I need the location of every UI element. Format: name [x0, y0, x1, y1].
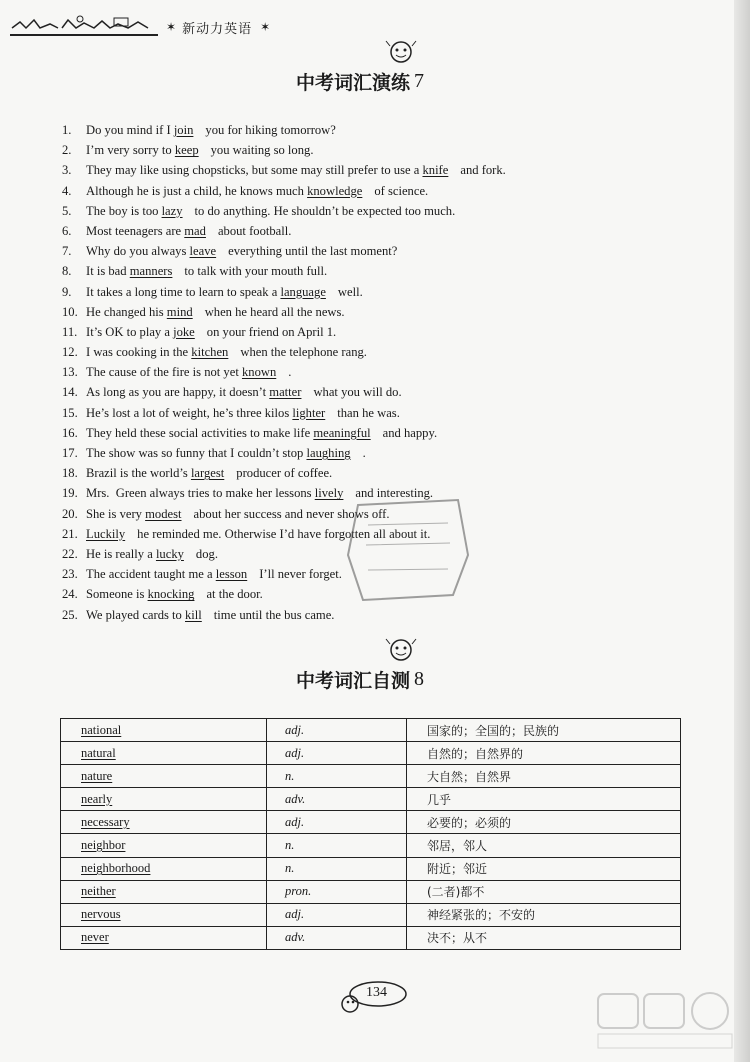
exercise-item: [62, 201, 702, 221]
exercise-number: 23.: [62, 567, 78, 582]
vocab-word: national: [81, 722, 122, 737]
part-of-speech: adj.: [267, 719, 407, 742]
exercise-answer: join: [173, 123, 194, 137]
word-cell: [61, 788, 267, 811]
exercise-answer: matter: [269, 385, 302, 400]
vocab-word: neighborhood: [81, 861, 151, 876]
exercise-text-after: when the telephone rang.: [240, 345, 367, 360]
exercise-number: 2.: [62, 143, 72, 158]
exercise-number: 19.: [62, 486, 78, 501]
exercise-answer: knife: [422, 163, 449, 178]
exercise-number: 3.: [62, 163, 72, 178]
exercise-answer: mad: [184, 223, 206, 238]
word-cell: [61, 903, 267, 926]
exercise-item: [62, 463, 702, 483]
page-header: [10, 14, 310, 40]
exercise-number: 7.: [62, 244, 72, 259]
exercise-text-before: The boy is too: [86, 203, 162, 218]
part-of-speech: n.: [267, 834, 407, 857]
exercise-number: 21.: [62, 526, 78, 541]
exercise-item: [62, 403, 702, 423]
word-cell: [61, 719, 267, 742]
vocab-word: never: [81, 930, 109, 945]
exercise-item: [62, 120, 702, 140]
chinese-meaning: 邻居，邻人: [407, 834, 681, 857]
vocab-word: nervous: [81, 907, 121, 922]
chinese-meaning: 决不；从不: [407, 926, 681, 949]
exercise-text-after: well.: [337, 284, 363, 299]
exercise-number: 18.: [62, 466, 78, 481]
section-number: 8: [414, 668, 425, 690]
vocab-word: neighbor: [81, 838, 126, 853]
part-of-speech: n.: [267, 857, 407, 880]
exercise-text-before: Brazil is the world’s: [86, 466, 191, 481]
part-of-speech: adj.: [267, 742, 407, 765]
exercise-item: [62, 221, 702, 241]
word-cell: [61, 811, 267, 834]
exercise-answer: kill: [185, 607, 202, 622]
exercise-item: [62, 362, 702, 382]
exercise-item: [62, 140, 702, 160]
exercise-answer: kitchen: [191, 345, 229, 360]
word-cell: [61, 880, 267, 903]
watermark-logo-icon: [596, 990, 736, 1054]
exercise-item: [62, 160, 702, 180]
exercise-number: 11.: [62, 324, 78, 339]
exercise-text-after: dog.: [195, 546, 218, 561]
homework-stamp-icon: [338, 495, 478, 605]
exercise-number: 9.: [62, 284, 72, 299]
exercise-answer: lucky: [155, 546, 184, 561]
exercise-text-before: Why do you always: [86, 244, 190, 259]
word-cell: [61, 765, 267, 788]
chinese-meaning: 几乎: [407, 788, 681, 811]
exercise-item: [62, 302, 702, 322]
part-of-speech: adj.: [267, 811, 407, 834]
exercise-text-after: and interesting.: [355, 486, 434, 501]
exercise-text-before: It takes a long time to learn to speak a: [86, 284, 281, 299]
exercise-answer: laughing: [306, 446, 351, 460]
exercise-number: 10.: [62, 304, 78, 319]
exercise-number: 14.: [62, 385, 78, 400]
vocab-word: nature: [81, 768, 113, 783]
word-cell: [61, 857, 267, 880]
chinese-meaning: 国家的；全国的；民族的: [407, 719, 681, 742]
star-icon: ✶: [260, 20, 271, 34]
series-title: 新动力英语: [182, 21, 253, 37]
exercise-number: 15.: [62, 405, 78, 420]
exercise-item: [62, 241, 702, 261]
exercise-answer: joke: [173, 324, 195, 339]
exercise-item: [62, 443, 702, 463]
exercise-text-after: and happy.: [382, 425, 438, 440]
section-number: 7: [414, 70, 425, 92]
exercise-text-before: We played cards to: [86, 607, 185, 622]
chinese-meaning: 大自然；自然界: [407, 765, 681, 788]
table-row: [61, 857, 681, 880]
exercise-item: [62, 261, 702, 281]
exercise-item: [62, 282, 702, 302]
star-icon: ✶: [166, 20, 177, 34]
exercise-answer: lively: [314, 486, 344, 501]
exercise-text-before: He changed his: [86, 304, 167, 319]
exercise-number: 17.: [62, 446, 78, 460]
exercise-number: 24.: [62, 587, 78, 602]
exercise-text-before: The show was so funny that I couldn’t stop: [86, 446, 307, 460]
table-row: [61, 788, 681, 811]
exercise-number: 20.: [62, 506, 78, 521]
word-cell: [61, 834, 267, 857]
exercise-text-after: what you will do.: [313, 385, 402, 400]
exercise-text-before: She is very: [86, 506, 146, 521]
vocab-word: neither: [81, 884, 116, 899]
exercise-text-before: It is bad: [86, 264, 130, 279]
part-of-speech: pron.: [267, 880, 407, 903]
table-row: [61, 811, 681, 834]
exercise-text-after: and fork.: [460, 163, 506, 178]
page-number: 134: [366, 985, 387, 1000]
exercise-text-after: than he was.: [337, 405, 400, 420]
exercise-text-after: he reminded me. Otherwise I’d have forgotten all about it.: [137, 526, 431, 541]
exercise-answer: modest: [145, 506, 182, 521]
chinese-meaning: 附近；邻近: [407, 857, 681, 880]
exercise-text-before: As long as you are happy, it doesn’t: [86, 385, 270, 400]
exercise-text-before: He’s lost a lot of weight, he’s three kilos: [86, 405, 293, 420]
exercise-number: 4.: [62, 183, 72, 198]
exercise-number: 13.: [62, 365, 78, 380]
exercise-text-after: to do anything. He shouldn’t be expected too much.: [194, 203, 456, 218]
exercise-answer: mind: [166, 304, 193, 319]
header-decoration-strip: [10, 18, 158, 36]
exercise-answer: leave: [189, 244, 217, 259]
exercise-text-after: you waiting so long.: [210, 143, 314, 158]
mascot-icon: [384, 38, 418, 68]
exercise-answer: lazy: [161, 203, 183, 218]
chinese-meaning: 神经紧张的；不安的: [407, 903, 681, 926]
exercise-text-before: It’s OK to play a: [86, 324, 174, 339]
exercise-text-before: Someone is: [86, 587, 148, 602]
table-row: [61, 834, 681, 857]
table-row: [61, 719, 681, 742]
exercise-text-before: I was cooking in the: [86, 345, 192, 360]
chinese-meaning: 自然的；自然界的: [407, 742, 681, 765]
vocab-word: necessary: [81, 814, 130, 829]
part-of-speech: adv.: [267, 788, 407, 811]
exercise-text-before: They held these social activities to make life: [86, 425, 314, 440]
exercise-number: 8.: [62, 264, 72, 279]
exercise-text-before: He is really a: [86, 546, 156, 561]
exercise-item: [62, 181, 702, 201]
exercise-text-after: on your friend on April 1.: [206, 324, 337, 339]
exercise-text-after: producer of coffee.: [236, 466, 333, 481]
exercise-item: [62, 382, 702, 402]
exercise-text-after: when he heard all the news.: [204, 304, 345, 319]
vocab-word: natural: [81, 745, 116, 760]
exercise-number: 6.: [62, 223, 72, 238]
section-title-8: [296, 666, 424, 693]
exercise-text-before: Mrs. Green always tries to make her lessons: [86, 486, 315, 501]
exercise-text-after: .: [288, 365, 292, 380]
exercise-answer: knocking: [147, 587, 195, 602]
exercise-answer: meaningful: [313, 425, 371, 440]
word-cell: [61, 742, 267, 765]
table-row: [61, 765, 681, 788]
exercise-text-after: at the door.: [206, 587, 263, 602]
exercise-text-before: The accident taught me a: [86, 567, 216, 582]
exercise-number: 25.: [62, 607, 78, 622]
section-title-text: 中考词汇自测: [296, 670, 411, 692]
exercise-number: 12.: [62, 345, 78, 360]
exercise-text-after: everything until the last moment?: [228, 244, 398, 259]
exercise-text-after: time until the bus came.: [213, 607, 335, 622]
exercise-text-after: about her success and never shows off.: [193, 506, 390, 521]
exercise-answer: lighter: [292, 405, 326, 420]
exercise-item: [62, 605, 702, 625]
exercise-text-before: Although he is just a child, he knows much: [86, 183, 308, 198]
exercise-item: [62, 342, 702, 362]
exercise-answer: lesson: [215, 567, 248, 582]
header-doodle-icon: [10, 14, 158, 34]
exercise-answer: language: [280, 284, 326, 299]
table-row: [61, 926, 681, 949]
exercise-number: 1.: [62, 123, 72, 137]
exercise-text-after: to talk with your mouth full.: [184, 264, 328, 279]
exercise-number: 22.: [62, 546, 78, 561]
exercise-text-after: you for hiking tomorrow?: [205, 123, 336, 137]
exercise-text-before: I’m very sorry to: [86, 143, 175, 158]
section-title-text: 中考词汇演练: [296, 72, 411, 94]
exercise-text-before: Most teenagers are: [86, 223, 185, 238]
part-of-speech: adv.: [267, 926, 407, 949]
exercise-item: [62, 322, 702, 342]
vocabulary-table: [60, 718, 681, 950]
chinese-meaning: (二者)都不: [407, 880, 681, 903]
exercise-answer: knowledge: [307, 183, 363, 198]
page-edge-shadow: [734, 0, 750, 1062]
exercise-answer: largest: [190, 466, 225, 481]
exercise-answer: manners: [129, 264, 173, 279]
section-title-7: [296, 68, 424, 95]
table-row: [61, 880, 681, 903]
exercise-item: [62, 423, 702, 443]
part-of-speech: n.: [267, 765, 407, 788]
table-row: [61, 903, 681, 926]
exercise-text-before: The cause of the fire is not yet: [86, 365, 242, 380]
part-of-speech: adj.: [267, 903, 407, 926]
chinese-meaning: 必要的；必须的: [407, 811, 681, 834]
exercise-answer: Luckily: [86, 526, 126, 541]
exercise-answer: keep: [174, 143, 199, 158]
exercise-number: 5.: [62, 203, 72, 218]
exercise-text-after: I’ll never forget.: [259, 567, 342, 582]
mascot-icon: [384, 636, 418, 666]
word-cell: [61, 926, 267, 949]
exercise-text-after: about football.: [217, 223, 292, 238]
exercise-text-after: of science.: [374, 183, 429, 198]
exercise-answer: known: [241, 365, 277, 380]
exercise-text-before: Do you mind if I: [86, 123, 174, 137]
vocab-word: nearly: [81, 791, 113, 806]
exercise-text-after: .: [362, 446, 366, 460]
table-row: [61, 742, 681, 765]
exercise-number: 16.: [62, 425, 78, 440]
exercise-text-before: They may like using chopsticks, but some may still prefer to use a: [86, 163, 423, 178]
